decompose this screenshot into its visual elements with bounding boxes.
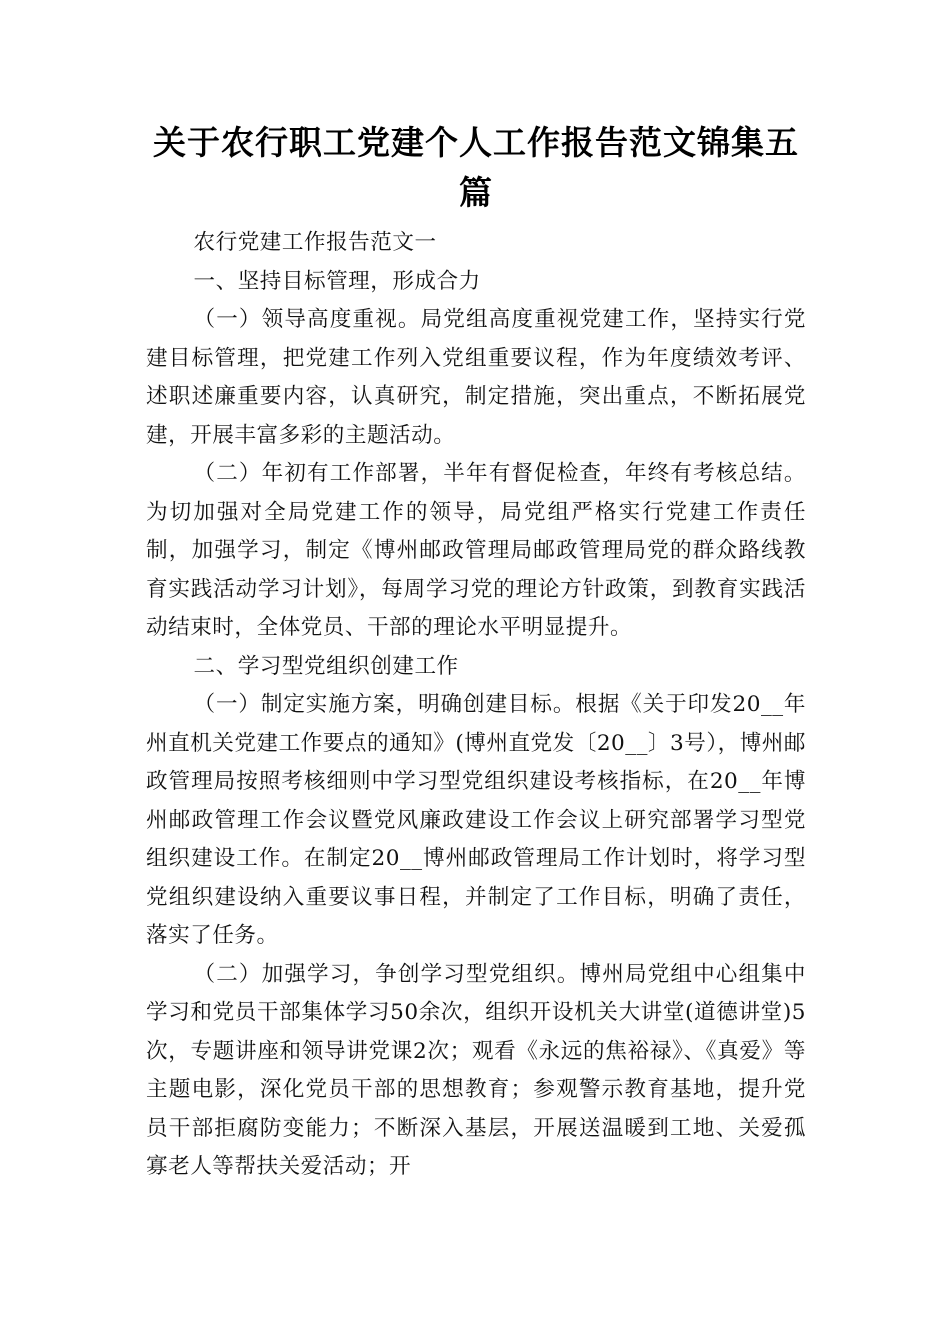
section-heading: 一、坚持目标管理，形成合力 [193,268,481,294]
section-heading: 二、学习型党组织创建工作 [193,653,459,679]
document-body [146,224,806,1187]
document-page [146,118,806,1187]
body-paragraph: （一）制定实施方案，明确创建目标。根据《关于印发20__年州直机关党建工作要点的通知》(博州直党发〔20__〕3号），博州邮政管理局按照考核细则中学习型党组织建设考核指标，在20__年博州邮政管理工作会议暨党风廉政建设工作会议上研究部署学习型党组织建设工作。在制定20__博州邮政管理局工作计划时，将学习型党组织建设纳入重要议事日程，并制定了工作目标，明确了责任，落实了任务。 [146,692,806,948]
section-heading: 农行党建工作报告范文一 [193,230,437,255]
body-paragraph: （二）年初有工作部署，半年有督促检查，年终有考核总结。为切加强对全局党建工作的领导，局党组严格实行党建工作责任制，加强学习，制定《博州邮政管理局邮政管理局党的群众路线教育实践活动学习计划》，每周学习党的理论方针政策，到教育实践活动结束时，全体党员、干部的理论水平明显提升。 [146,461,806,640]
body-paragraph: （二）加强学习，争创学习型党组织。博州局党组中心组集中学习和党员干部集体学习50余次，组织开设机关大讲堂(道德讲堂)5次，专题讲座和领导讲党课2次；观看《永远的焦裕禄》、《真爱》等主题电影，深化党员干部的思想教育；参观警示教育基地，提升党员干部拒腐防变能力；不断深入基层，开展送温暖到工地、关爱孤寡老人等帮扶关爱活动；开 [146,961,806,1179]
body-paragraph: （一）领导高度重视。局党组高度重视党建工作，坚持实行党建目标管理，把党建工作列入党组重要议程，作为年度绩效考评、述职述廉重要内容，认真研究，制定措施，突出重点，不断拓展党建，开展丰富多彩的主题活动。 [146,307,806,448]
document-title: 关于农行职工党建个人工作报告范文锦集五篇 [153,123,799,212]
